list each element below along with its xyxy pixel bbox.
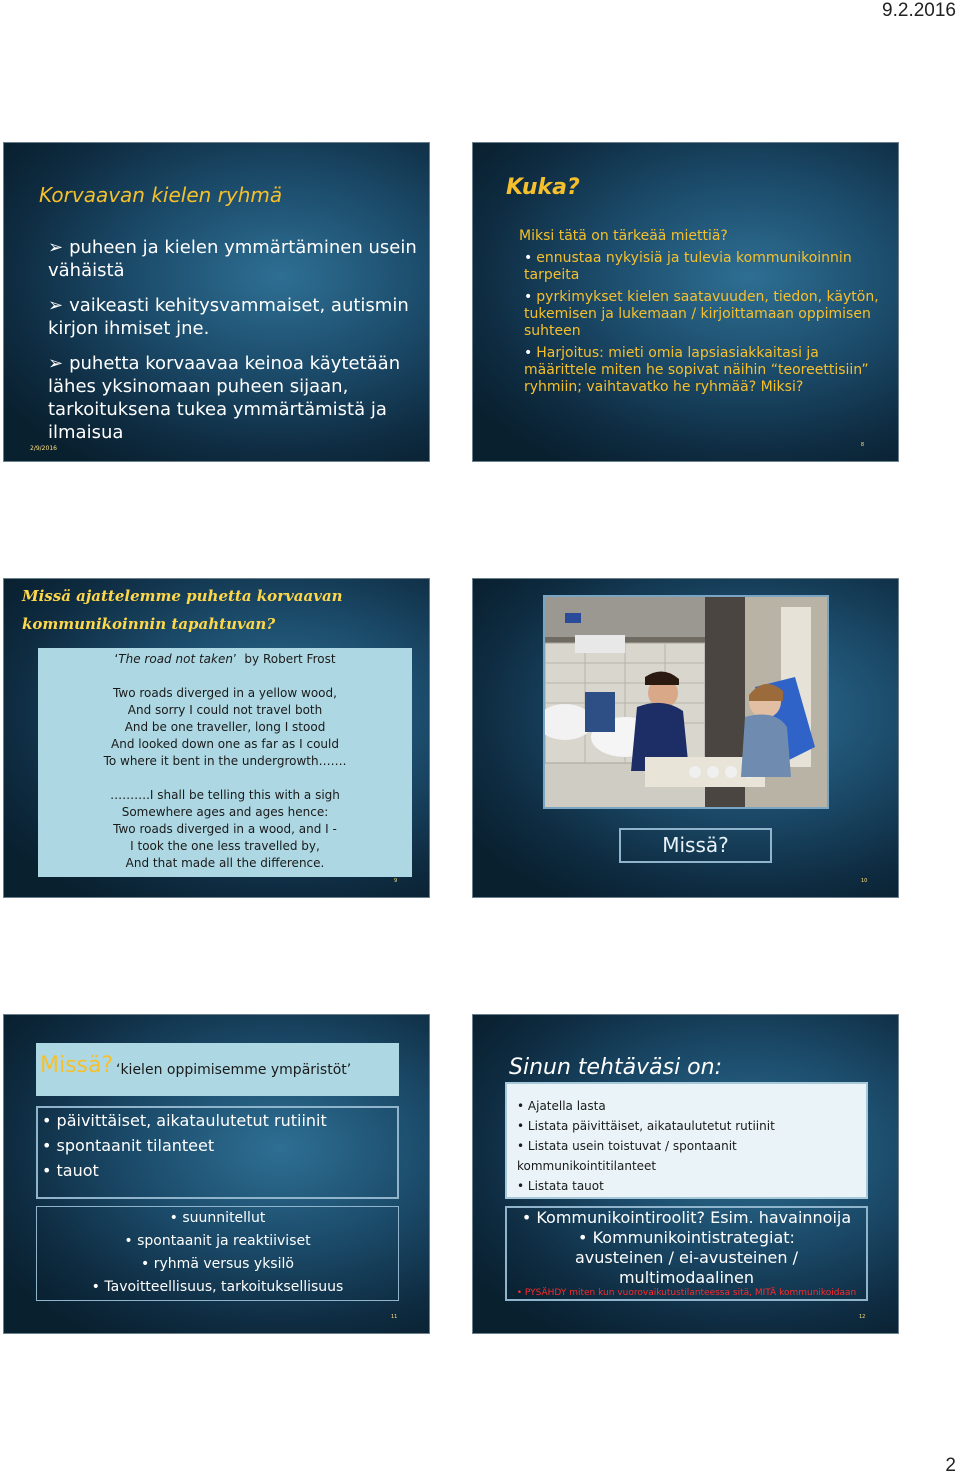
poem-line: Two roads diverged in a yellow wood, — [113, 686, 337, 700]
poem-line: And be one traveller, long I stood — [124, 720, 326, 734]
list-item: • Ajatella lasta — [517, 1099, 606, 1113]
poem-heading: ‘The road not taken’ by Robert Frost — [114, 652, 336, 666]
slide-title: Missä ajattelemme puhetta korvaavan kommunikoinnin tapahtuvan? — [22, 587, 343, 633]
list-item: • spontaanit ja reaktiiviset — [124, 1233, 311, 1249]
missa-label-box: Missä? — [619, 828, 772, 863]
tasks-box — [505, 1082, 868, 1199]
routines-box — [36, 1106, 399, 1199]
arrow-bullet-icon: ➢ — [48, 295, 64, 316]
list-item: ➢ puheen ja kielen ymmärtäminen usein vähäistä — [48, 237, 417, 281]
poem-line: And that made all the difference. — [125, 856, 325, 870]
poem-line: And sorry I could not travel both — [127, 703, 323, 717]
list-item: • päivittäiset, aikataulutetut rutiinit — [42, 1111, 327, 1130]
list-item: • Listata tauot — [517, 1179, 604, 1193]
slide-missa-photo — [472, 578, 899, 898]
slide-number: 9 — [394, 878, 398, 884]
photo-illustration — [545, 597, 827, 807]
heading-big: Missä? — [40, 1053, 114, 1078]
slide-number: 10 — [861, 878, 868, 884]
poem-line: To where it bent in the undergrowth……. — [103, 754, 347, 768]
list-item: • Harjoitus: mieti omia lapsiasiakkaitasi ja määrittele miten he sopivat näihin “teoreettisiin” ryhmiin; vaihtavatko he ryhmää? Miksi? — [524, 345, 869, 395]
header-date: 9.2.2016 — [882, 0, 956, 21]
list-item: • Kommunikointistrategiat: — [578, 1228, 795, 1247]
slide-kuka — [472, 142, 899, 462]
slide-title: Korvaavan kielen ryhmä — [39, 183, 283, 207]
bullet-icon: • — [524, 250, 533, 266]
page-number: 2 — [945, 1455, 956, 1476]
poem-line: Two roads diverged in a wood, and I - — [113, 822, 337, 836]
slide-missa-ymparistot — [3, 1014, 430, 1334]
list-item: ➢ puhetta korvaavaa keinoa käytetään lähes yksinomaan puheen sijaan, tarkoituksena tukea ymmärtämistä ja ilmaisua — [48, 353, 401, 443]
list-item: • tauot — [42, 1161, 99, 1180]
slide-number: 11 — [391, 1314, 398, 1320]
bullet-icon: • — [524, 345, 533, 361]
list-item: ➢ vaikeasti kehitysvammaiset, autismin kirjon ihmiset jne. — [48, 295, 409, 339]
poem-line: And looked down one as far as I could — [111, 737, 339, 751]
strategies-box — [505, 1206, 868, 1301]
list-item: avusteinen / ei-avusteinen / multimodaalinen — [575, 1248, 798, 1287]
poem-line: Somewhere ages and ages hence: — [121, 805, 329, 819]
list-item: • ryhmä versus yksilö — [141, 1256, 294, 1272]
list-item: • Listata usein toistuvat / spontaanit kommunikointitilanteet — [517, 1139, 737, 1173]
arrow-bullet-icon: ➢ — [48, 353, 64, 374]
red-note: • PYSÄHDY miten kun vuorovaikutustilanteessa sitä, MITÄ kommunikoidaan — [516, 1288, 857, 1298]
list-item: • pyrkimykset kielen saatavuuden, tiedon, käytön, tukemisen ja lukemaan / kirjoittamaan oppimisen suhteen — [524, 289, 879, 339]
slide-title: Kuka? — [506, 175, 580, 200]
list-item: • Kommunikointiroolit? Esim. havainnoija — [521, 1208, 852, 1227]
bullet-icon: • — [524, 289, 533, 305]
slide-date: 2/9/2016 — [30, 445, 57, 452]
poem-line: ……….I shall be telling this with a sigh — [110, 788, 340, 802]
slide-sinun-tehtavasi — [472, 1014, 899, 1334]
heading-box — [36, 1043, 399, 1096]
list-item: • suunnitellut — [169, 1210, 266, 1226]
photo-children-at-sink — [543, 595, 829, 809]
list-item: • Tavoitteellisuus, tarkoituksellisuus — [91, 1279, 344, 1295]
slide-title: Sinun tehtäväsi on: — [509, 1055, 722, 1080]
types-box — [36, 1206, 399, 1301]
slide-korvaavan-kielen-ryhma — [3, 142, 430, 462]
heading-small: ‘kielen oppimisemme ympäristöt’ — [116, 1062, 352, 1078]
arrow-bullet-icon: ➢ — [48, 237, 64, 258]
slide-number: 12 — [859, 1314, 866, 1320]
poem-line: I took the one less travelled by, — [130, 839, 320, 853]
slide-number: 8 — [860, 442, 864, 448]
list-item: • spontaanit tilanteet — [42, 1136, 215, 1155]
slide-missa-ajattelemme — [3, 578, 430, 898]
poem-box — [38, 648, 412, 877]
list-item: • ennustaa nykyisiä ja tulevia kommunikoinnin tarpeita — [524, 250, 852, 283]
list-item: • Listata päivittäiset, aikataulutetut rutiinit — [517, 1119, 775, 1133]
slide-lead-text: Miksi tätä on tärkeää miettiä? — [519, 228, 728, 244]
